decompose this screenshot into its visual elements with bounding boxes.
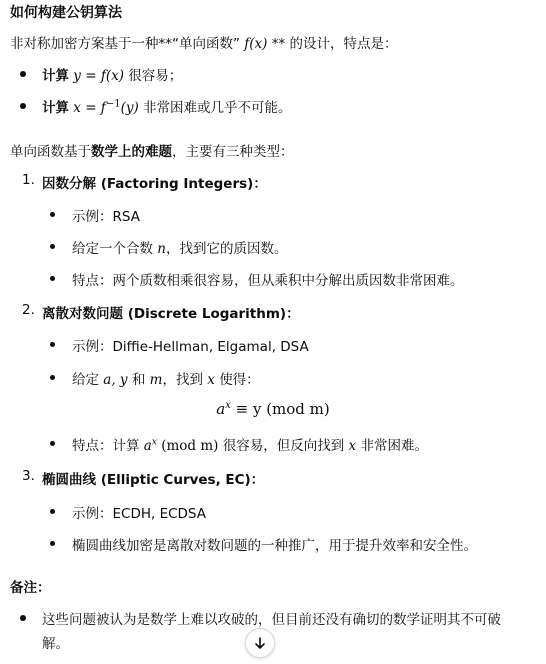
item-text-4: 使得： [219,372,260,388]
item-math-2: (mod m) [161,438,219,454]
arrow-down-icon [253,636,267,650]
bullet-dot [50,244,55,249]
type-title: 离散对数问题 (Discrete Logarithm)： [42,306,300,322]
property-text: 非常困难或几乎不可能。 [143,100,292,116]
intro-paragraph [10,32,398,52]
list-item: 示例：ECDH, ECDSA [72,506,206,522]
bullet-dot [20,71,26,77]
formula-base: a [216,400,226,418]
scroll-down-button[interactable] [245,628,275,658]
bullet-dot [50,276,55,281]
bullet-dot [50,212,55,217]
note-heading: 备注： [10,580,51,596]
bullet-dot [50,441,55,446]
list-item [72,434,428,454]
list-item [72,368,260,388]
item-math: a [143,438,152,454]
bullet-dot [20,103,26,109]
bullet-dot [50,541,55,546]
type-title: 椭圆曲线 (Elliptic Curves, EC)： [42,472,265,488]
property-math-b: (y) [120,100,139,116]
note-text-2: 解。 [42,636,69,652]
property-text: 很容易； [128,68,183,84]
item-text: 特点：计算 [72,438,140,454]
item-math-3: x [348,438,357,454]
page-title: 如何构建公钥算法 [10,5,122,21]
list-number: 1. [22,172,35,188]
item-text-2: ，找到它的质因数。 [166,241,288,257]
type-title: 因数分解 (Factoring Integers)： [42,176,267,192]
intro-text: 非对称加密方案基于一种**“单向函数” [10,36,240,52]
lead-bold: 数学上的难题 [91,144,172,160]
intro-text-2: ** 的设计，特点是： [271,36,398,52]
property-sup: −1 [105,98,121,110]
item-text: 给定一个合数 [72,241,153,257]
bullet-dot [50,509,55,514]
formula-rest: ≡ y (mod m) [235,400,330,418]
list-item: 示例：Diffie-Hellman, Elgamal, DSA [72,339,309,355]
list-number: 3. [22,468,35,484]
item-text-2: 很容易，但反向找到 [222,438,345,454]
lead-paragraph [10,140,294,160]
item-sup: x [151,437,157,448]
list-item: 椭圆曲线加密是离散对数问题的一种推广，用于提升效率和安全性。 [72,538,477,554]
property-label: 计算 [42,100,69,116]
lead-pre: 单向函数基于 [10,144,91,160]
bullet-dot [50,342,55,347]
list-item [72,237,288,257]
list-number: 2. [22,302,35,318]
property-easy [42,64,182,84]
intro-math: f(x) [244,36,268,52]
bullet-dot [50,375,55,380]
list-item: 示例：RSA [72,209,140,225]
item-text: 给定 [72,372,99,388]
list-item: 特点：两个质数相乘很容易，但从乘积中分解出质因数非常困难。 [72,273,464,289]
property-hard [42,96,292,116]
lead-post: ，主要有三种类型： [172,144,294,160]
item-text-3: ，找到 [162,372,203,388]
item-math-3: x [207,372,215,388]
note-text: 这些问题被认为是数学上难以攻破的，但目前还没有确切的数学证明其不可破 [42,612,501,628]
property-label: 计算 [42,68,69,84]
bullet-dot [20,615,26,621]
property-math: x = f [73,100,106,116]
property-math: y = f(x) [73,68,124,84]
display-formula [0,400,546,418]
item-math: n [157,241,166,257]
formula-sup: x [225,400,231,411]
item-text-3: 非常困难。 [360,438,428,454]
item-text-2: 和 [131,372,146,388]
item-math-2: m [149,372,163,388]
item-math: a, y [103,372,128,388]
